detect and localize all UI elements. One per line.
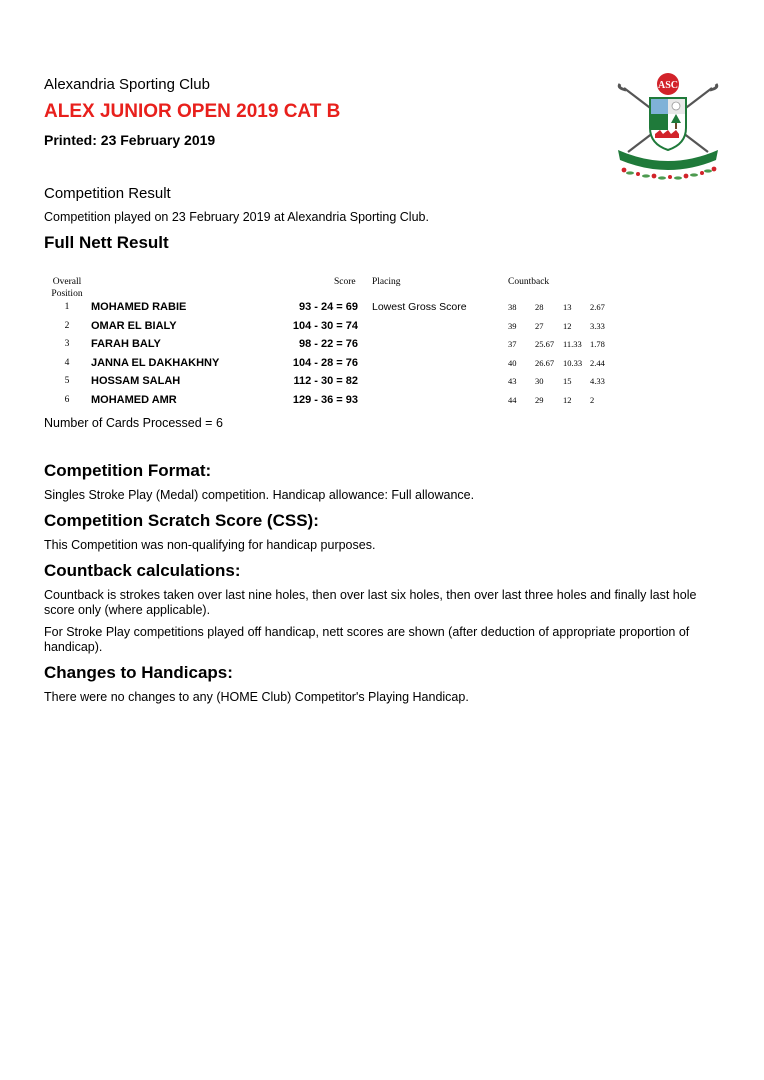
row-countback-1: 4.33	[590, 376, 605, 386]
row-countback-9: 44	[508, 395, 517, 405]
row-countback-9: 39	[508, 321, 517, 331]
row-position: 2	[64, 321, 70, 331]
row-player-name: MOHAMED AMR	[91, 394, 177, 406]
page-title: ALEX JUNIOR OPEN 2019 CAT B	[44, 101, 341, 122]
header-score: Score	[334, 277, 356, 287]
row-score: 104 - 28 = 76	[292, 357, 358, 369]
row-countback-1: 2.44	[590, 358, 605, 368]
table-row	[44, 373, 684, 391]
competition-format-heading: Competition Format:	[44, 461, 212, 480]
row-position: 6	[64, 395, 70, 405]
row-countback-1: 1.78	[590, 339, 605, 349]
full-nett-result-heading: Full Nett Result	[44, 233, 169, 252]
row-score: 129 - 36 = 93	[292, 394, 358, 406]
competition-result-heading: Competition Result	[44, 185, 171, 202]
row-countback-6: 30	[535, 376, 544, 386]
countback-heading: Countback calculations:	[44, 561, 241, 580]
competition-played-text: Competition played on 23 February 2019 at Alexandria Sporting Club.	[44, 210, 429, 224]
row-score: 104 - 30 = 74	[292, 320, 358, 332]
club-crest-logo	[610, 70, 726, 186]
header-position-line2: Position	[51, 289, 83, 299]
row-player-name: JANNA EL DAKHAKHNY	[91, 357, 220, 369]
table-row	[44, 318, 684, 336]
row-countback-3: 13	[563, 302, 572, 312]
row-position: 3	[64, 339, 70, 349]
row-countback-6: 25.67	[535, 339, 555, 349]
table-row	[44, 355, 684, 373]
row-placing: Lowest Gross Score	[372, 301, 467, 313]
row-countback-1: 2.67	[590, 302, 605, 312]
row-countback-6: 26.67	[535, 358, 555, 368]
row-countback-9: 38	[508, 302, 517, 312]
row-countback-3: 15	[563, 376, 572, 386]
table-row	[44, 336, 684, 354]
header-placing: Placing	[372, 277, 401, 287]
header-countback: Countback	[508, 277, 550, 287]
row-countback-6: 29	[535, 395, 544, 405]
css-heading: Competition Scratch Score (CSS):	[44, 511, 319, 530]
competition-format-text: Singles Stroke Play (Medal) competition. Handicap allowance: Full allowance.	[44, 488, 475, 502]
row-countback-6: 27	[535, 321, 544, 331]
club-name: Alexandria Sporting Club	[44, 76, 210, 93]
row-position: 1	[64, 302, 70, 312]
row-countback-3: 10.33	[563, 358, 583, 368]
logo-lettering: ASC	[657, 80, 679, 91]
table-row	[44, 392, 684, 410]
row-player-name: MOHAMED RABIE	[91, 301, 187, 313]
header-position	[44, 276, 90, 300]
row-countback-3: 12	[563, 321, 572, 331]
printed-date: Printed: 23 February 2019	[44, 132, 216, 148]
row-score: 98 - 22 = 76	[298, 338, 358, 350]
row-countback-3: 12	[563, 395, 572, 405]
countback-text-2: For Stroke Play competitions played off handicap, nett scores are shown (after deduction of appropriate proportion of handicap).	[44, 625, 690, 654]
header-position-line1: Overall	[52, 277, 82, 287]
row-player-name: HOSSAM SALAH	[91, 375, 181, 387]
row-countback-6: 28	[535, 302, 544, 312]
row-countback-9: 43	[508, 376, 517, 386]
css-text: This Competition was non-qualifying for handicap purposes.	[44, 538, 376, 552]
countback-text-1: Countback is strokes taken over last nine holes, then over last six holes, then over last three holes and finally last hole score only (where applicable).	[44, 588, 697, 617]
table-row	[44, 299, 684, 317]
changes-to-handicaps-heading: Changes to Handicaps:	[44, 663, 233, 682]
row-countback-1: 3.33	[590, 321, 605, 331]
row-countback-9: 37	[508, 339, 517, 349]
row-countback-1: 2	[590, 395, 595, 405]
changes-to-handicaps-text: There were no changes to any (HOME Club) Competitor's Playing Handicap.	[44, 690, 469, 704]
row-player-name: FARAH BALY	[91, 338, 161, 350]
row-countback-9: 40	[508, 358, 517, 368]
row-score: 93 - 24 = 69	[298, 301, 358, 313]
row-position: 4	[64, 358, 70, 368]
cards-processed: Number of Cards Processed = 6	[44, 416, 223, 430]
row-player-name: OMAR EL BIALY	[91, 320, 177, 332]
row-position: 5	[64, 376, 70, 386]
row-countback-3: 11.33	[563, 339, 582, 349]
row-score: 112 - 30 = 82	[293, 375, 358, 387]
